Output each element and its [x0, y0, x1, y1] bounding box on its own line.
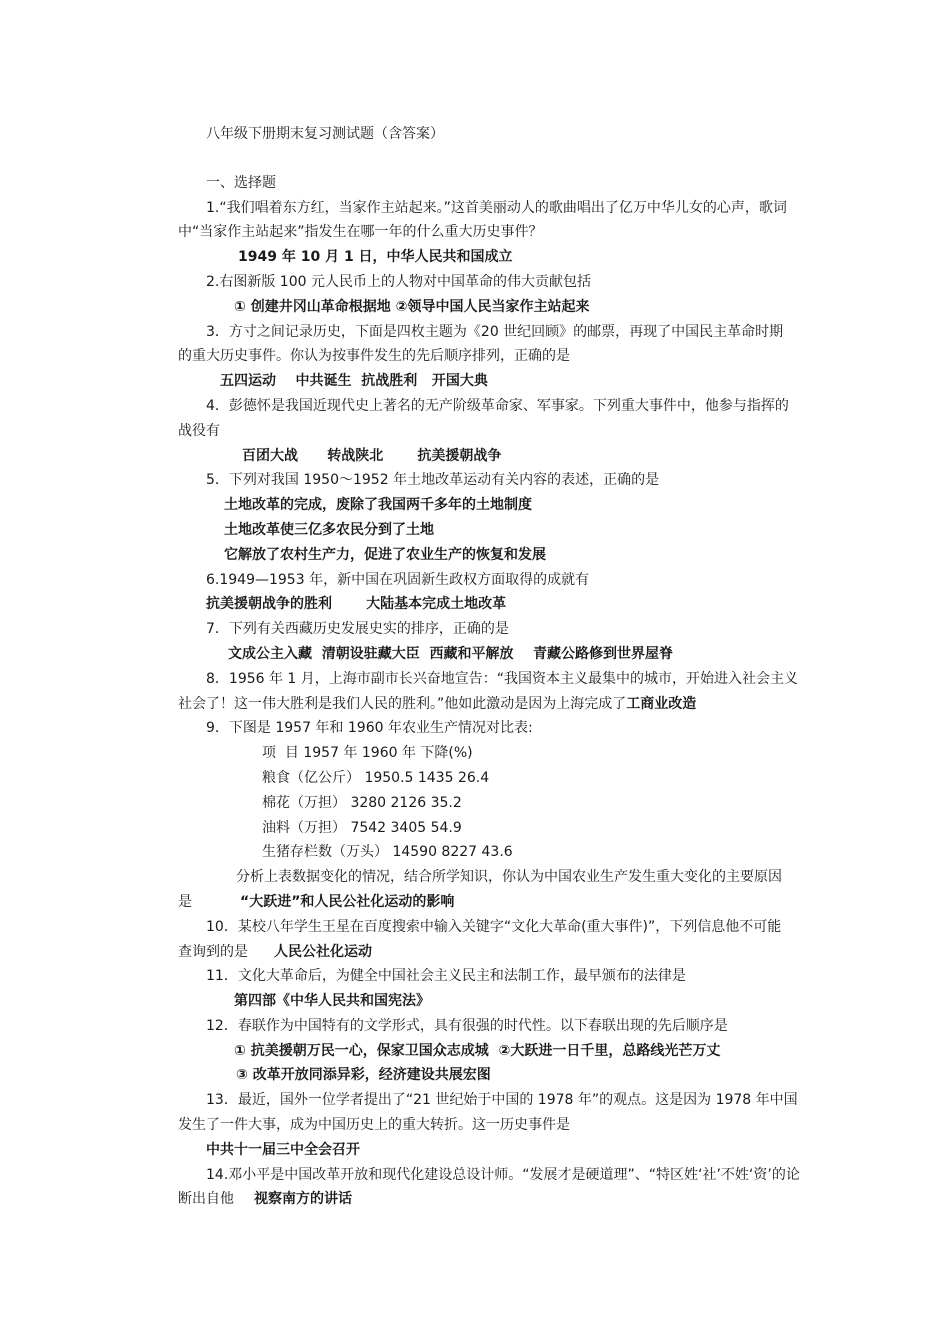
answer-5-3: 它解放了农村生产力，促进了农业生产的恢复和发展	[224, 546, 546, 563]
table-row: 项 目 1957 年 1960 年 下降(%)	[262, 745, 473, 762]
question-13: 13．最近，国外一位学者提出了“21 世纪始于中国的 1978 年”的观点。这是因为 1978 年中国	[206, 1092, 798, 1109]
table-row: 棉花（万担） 3280 2126 35.2	[262, 794, 462, 811]
spacer	[178, 147, 810, 171]
question-2: 2.右图新版 100 元人民币上的人物对中国革命的伟大贡献包括	[206, 273, 591, 290]
question-3-cont: 的重大历史事件。你认为按事件发生的先后顺序排列，正确的是	[178, 348, 570, 365]
question-10-text: 查询到的是	[178, 943, 248, 960]
question-8-text: 社会了！这一伟大胜利是我们人民的胜利。”他如此激动是因为上海完成了	[178, 695, 627, 712]
question-14-text: 断出自他	[178, 1191, 234, 1208]
question-4-cont: 战役有	[178, 422, 220, 439]
question-4: 4．彭德怀是我国近现代史上著名的无产阶级革命家、军事家。下列重大事件中，他参与指挥的	[206, 397, 789, 414]
answer-2: ① 创建井冈山革命根据地 ②领导中国人民当家作主站起来	[234, 298, 590, 315]
question-12: 12．春联作为中国特有的文学形式，具有很强的时代性。以下春联出现的先后顺序是	[206, 1017, 728, 1034]
document-title: 八年级下册期末复习测试题（含答案）	[206, 126, 444, 142]
answer-14: 视察南方的讲话	[254, 1191, 352, 1208]
answer-4: 百团大战 转战陕北 抗美援朝战争	[242, 447, 502, 464]
answer-10: 人民公社化运动	[274, 943, 372, 960]
answer-5-1: 土地改革的完成，废除了我国两千多年的土地制度	[224, 497, 532, 514]
question-10: 10．某校八年学生王星在百度搜索中输入关键字“文化大革命(重大事件)”，下列信息他不可能	[206, 918, 782, 935]
table-row: 生猪存栏数（万头） 14590 8227 43.6	[262, 844, 513, 861]
answer-6: 抗美援朝战争的胜利 大陆基本完成土地改革	[206, 596, 507, 613]
question-9: 9．下图是 1957 年和 1960 年农业生产情况对比表:	[206, 720, 533, 737]
answer-1: 1949 年 10 月 1 日，中华人民共和国成立	[238, 249, 513, 266]
answer-7: 文成公主入藏 清朝设驻藏大臣 西藏和平解放 青藏公路修到世界屋脊	[228, 645, 673, 662]
question-5: 5．下列对我国 1950～1952 年土地改革运动有关内容的表述，正确的是	[206, 472, 660, 489]
question-14-cont	[178, 1187, 810, 1212]
table-row: 油料（万担） 7542 3405 54.9	[262, 819, 462, 836]
question-8: 8．1956 年 1 月，上海市副市长兴奋地宣告：“我国资本主义最集中的城市，开始进入社会主义	[206, 670, 799, 687]
question-7: 7．下列有关西藏历史发展史实的排序，正确的是	[206, 621, 509, 638]
question-9-text: 是	[178, 893, 192, 910]
answer-12-1: ① 抗美援朝万民一心，保家卫国众志成城 ②大跃进一日千里，总路线光芒万丈	[234, 1042, 721, 1059]
table-row: 粮食（亿公斤） 1950.5 1435 26.4	[262, 769, 490, 786]
document-page	[178, 122, 810, 1212]
question-1-cont: 中“当家作主站起来”指发生在哪一年的什么重大历史事件？	[178, 224, 543, 241]
question-6: 6.1949—1953 年，新中国在巩固新生政权方面取得的成就有	[206, 571, 590, 588]
answer-5-2: 土地改革使三亿多农民分到了土地	[224, 521, 434, 538]
answer-8: 工商业改造	[626, 695, 697, 712]
question-9-analysis: 分析上表数据变化的情况，结合所学知识，你认为中国农业生产发生重大变化的主要原因	[236, 869, 782, 886]
question-11: 11．文化大革命后，为健全中国社会主义民主和法制工作，最早颁布的法律是	[206, 968, 686, 985]
question-3: 3．方寸之间记录历史，下面是四枚主题为《20 世纪回顾》的邮票，再现了中国民主革命时期	[206, 323, 784, 340]
answer-3: 五四运动 中共诞生 抗战胜利 开国大典	[220, 373, 488, 390]
question-13-cont: 发生了一件大事，成为中国历史上的重大转折。这一历史事件是	[178, 1117, 570, 1134]
section-heading: 一、选择题	[206, 174, 276, 191]
question-1: 1.“我们唱着东方红，当家作主站起来。”这首美丽动人的歌曲唱出了亿万中华儿女的心声，歌词	[206, 199, 787, 216]
answer-11: 第四部《中华人民共和国宪法》	[234, 993, 430, 1010]
question-14: 14.邓小平是中国改革开放和现代化建设总设计师。“发展才是硬道理”、“特区姓‘社’不姓‘资’的论	[206, 1166, 800, 1183]
answer-13: 中共十一届三中全会召开	[206, 1141, 360, 1158]
question-10-cont	[178, 940, 810, 965]
question-9-cont	[178, 890, 810, 915]
answer-9: “大跃进”和人民公社化运动的影响	[240, 893, 455, 910]
question-8-cont	[178, 692, 810, 717]
answer-12-2: ③ 改革开放同添异彩，经济建设共展宏图	[236, 1067, 491, 1084]
